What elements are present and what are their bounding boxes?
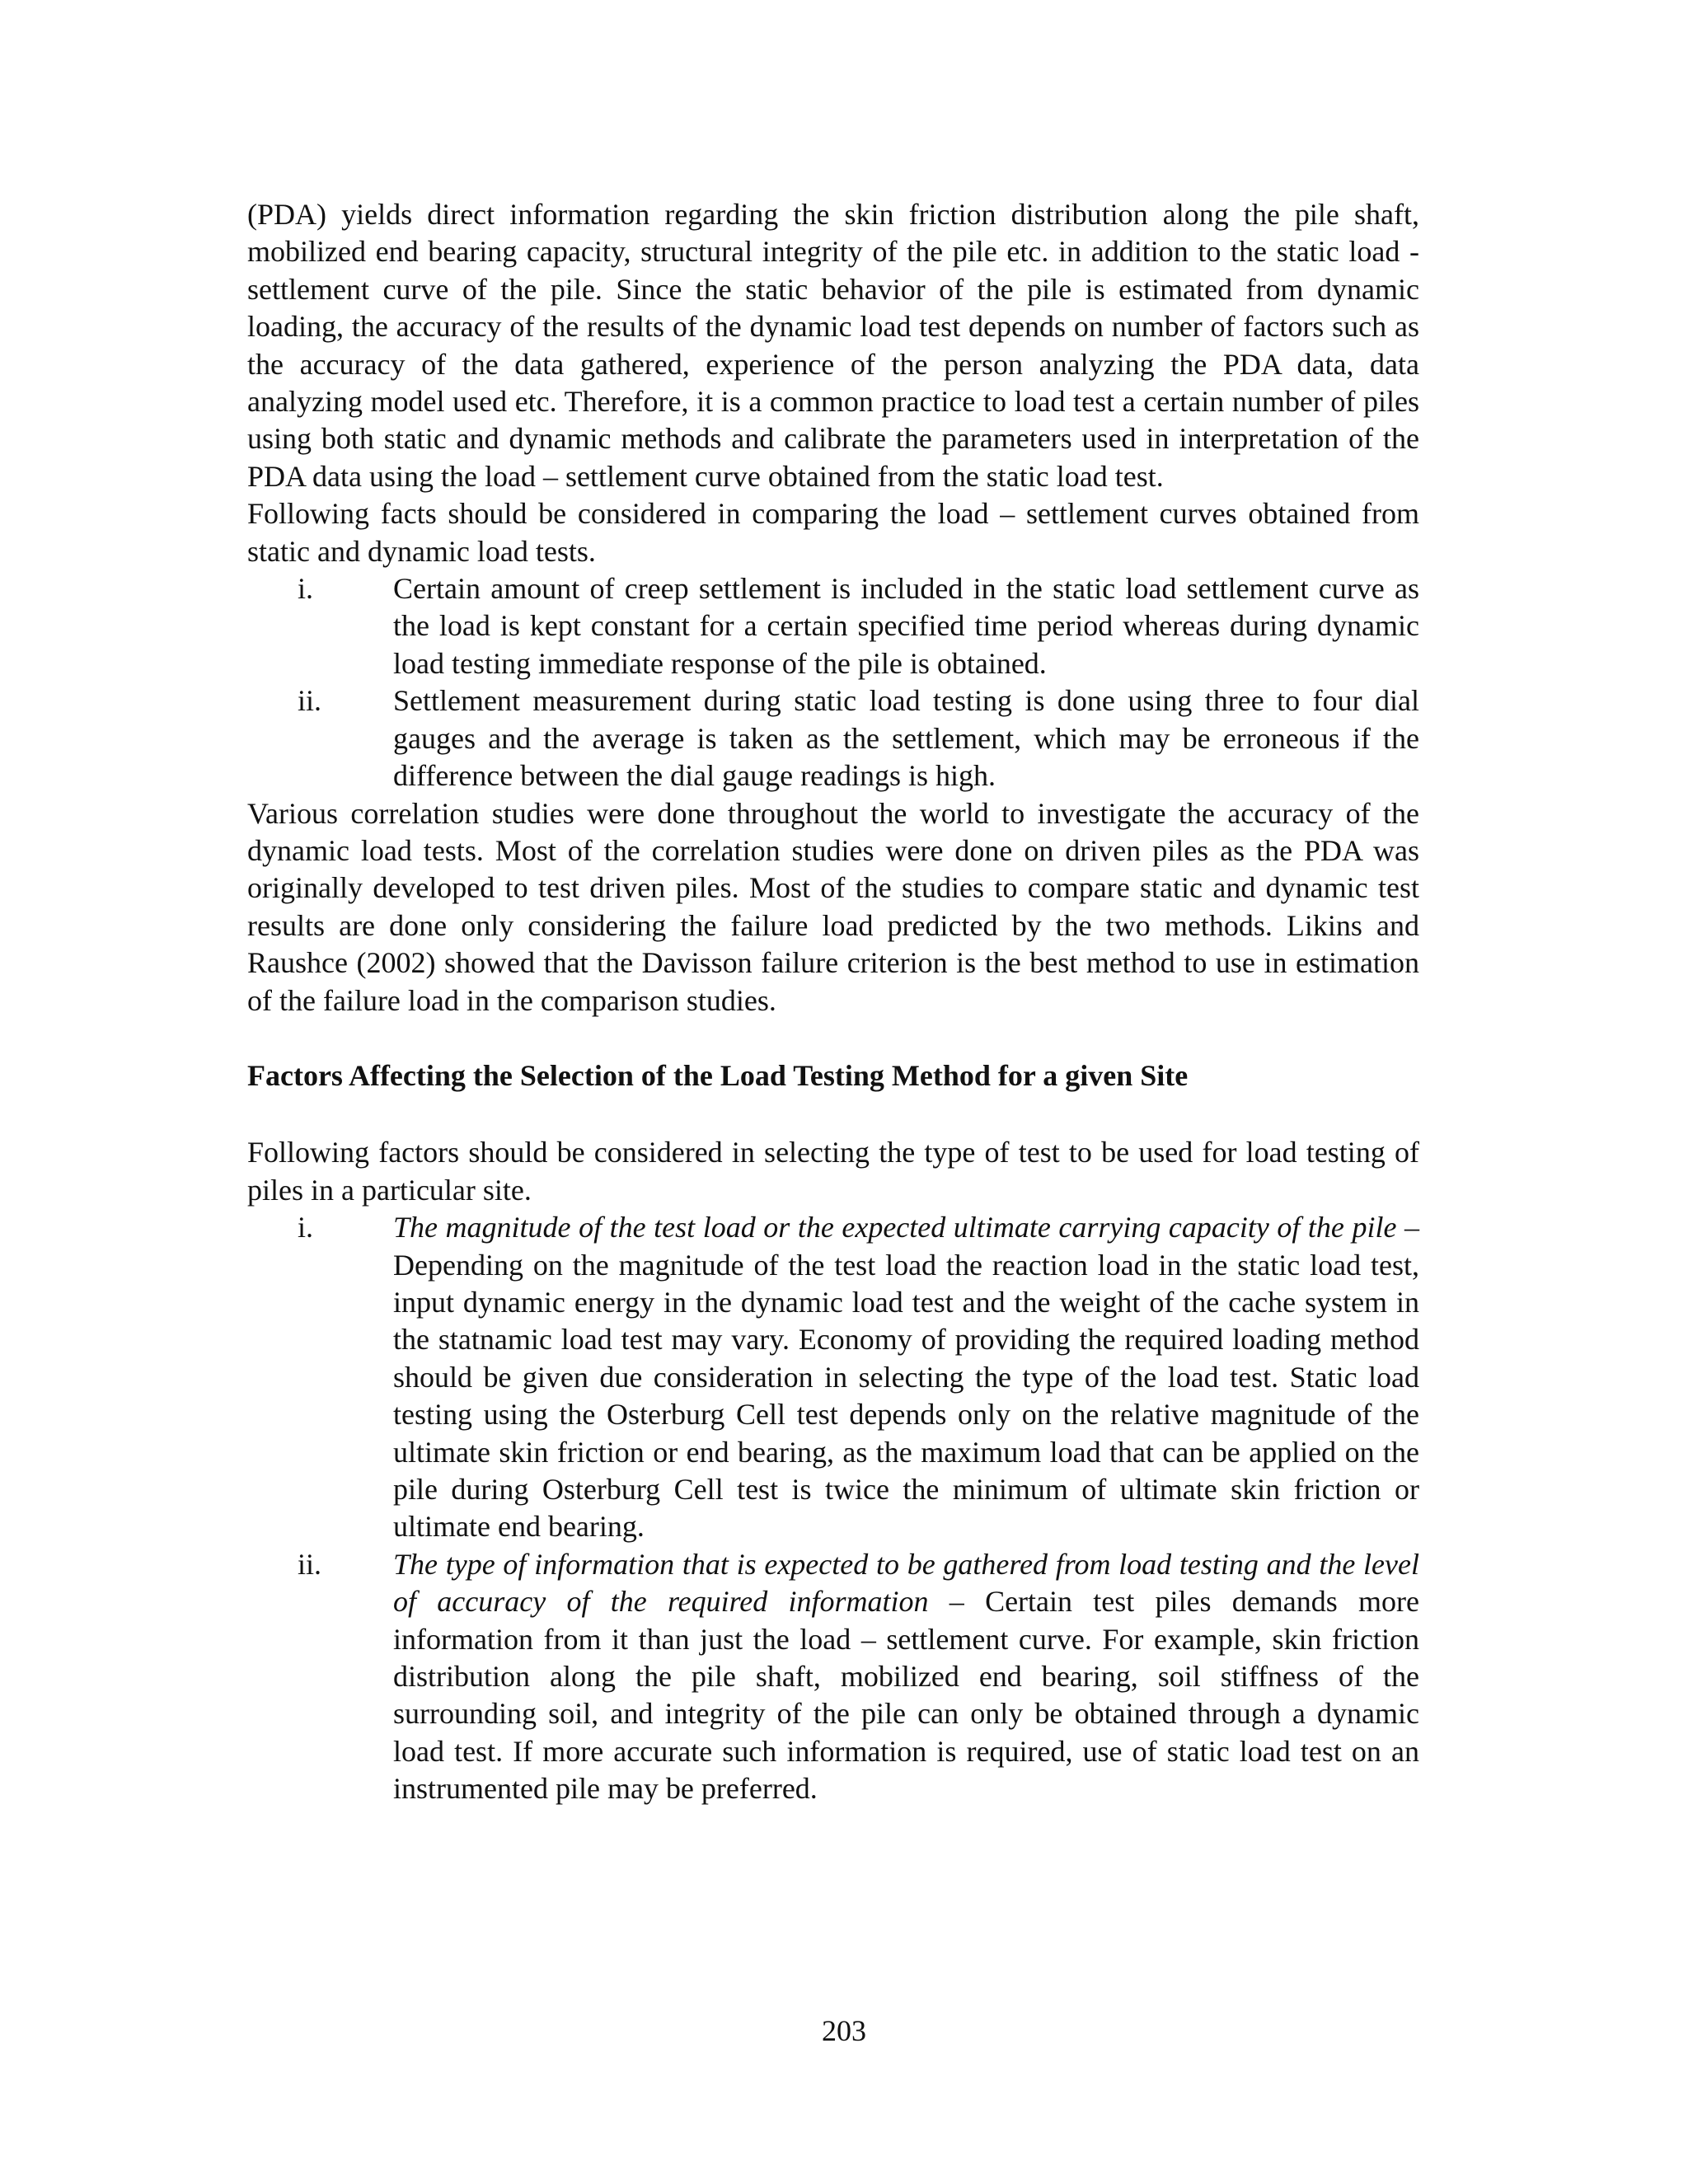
list-item-number: i.: [298, 572, 314, 606]
list-item-text: Certain amount of creep settlement is included in the static load settlement curve as the load is kept constant for a certain specified time period whereas during dynamic load testing immediate response of the pile is obtained.: [393, 572, 1419, 680]
list-item-number: i.: [298, 1211, 314, 1244]
facts-list: [247, 570, 1419, 794]
list-item: [247, 570, 1419, 682]
paragraph-comparison-facts: Following facts should be considered in comparing the load – settlement curves obtained from static and dynamic load tests.: [247, 497, 1419, 568]
factors-list: [247, 1209, 1419, 1808]
list-item-text: [393, 1209, 1419, 1546]
paragraph-selection-factors: Following factors should be considered in selecting the type of test to be used for load testing of piles in a particular site.: [247, 1136, 1419, 1207]
list-item-number: ii.: [298, 1547, 322, 1581]
list-item-text: Settlement measurement during static load testing is done using three to four dial gauges and the average is taken as the settlement, which may be erroneous if the difference between the dial gauge readings is high.: [393, 684, 1419, 793]
list-item-body: – Depending on the magnitude of the test load the reaction load in the static load test, input dynamic energy in the dynamic load test and the weight of the cache system in the statnamic load test may vary. Economy of providing the required loading method should be given due consideration in selecting the type of the load test. Static load testing using the Osterburg Cell test depends only on the relative magnitude of the ultimate skin friction or end bearing, as the maximum load that can be applied on the pile during Osterburg Cell test is twice the minimum of ultimate skin friction or ultimate end bearing.: [393, 1211, 1420, 1544]
list-item-italic-lead: The magnitude of the test load or the expected ultimate carrying capacity of the pile: [393, 1211, 1397, 1244]
list-item-number: ii.: [298, 684, 322, 718]
list-item: [247, 1546, 1419, 1808]
section-heading: Factors Affecting the Selection of the Load Testing Method for a given Site: [247, 1058, 1189, 1092]
list-item: [247, 682, 1419, 794]
page-number: 203: [822, 2014, 866, 2047]
list-item-text: [393, 1546, 1419, 1808]
list-item: [247, 1209, 1419, 1546]
page-body: [247, 196, 1419, 1808]
paragraph-pda-intro: (PDA) yields direct information regarding the skin friction distribution along the pile shaft, mobilized end bearing capacity, structural integrity of the pile etc. in addition to the static load - settlement curve of the pile. Since the static behavior of the pile is estimated from dynamic loading, the accuracy of the results of the dynamic load test depends on number of factors such as the accuracy of the data gathered, experience of the person analyzing the PDA data, data analyzing model used etc. Therefore, it is a common practice to load test a certain number of piles using both static and dynamic methods and calibrate the parameters used in interpretation of the PDA data using the load – settlement curve obtained from the static load test.: [247, 198, 1419, 493]
paragraph-correlation-studies: Various correlation studies were done throughout the world to investigate the accuracy of the dynamic load tests. Most of the correlation studies were done on driven piles as the PDA was originally developed to test driven piles. Most of the studies to compare static and dynamic test results are done only considering the failure load predicted by the two methods. Likins and Raushce (2002) showed that the Davisson failure criterion is the best method to use in estimation of the failure load in the comparison studies.: [247, 796, 1419, 1017]
list-item-body: – Certain test piles demands more information from it than just the load – settlement curve. For example, skin friction distribution along the pile shaft, mobilized end bearing, soil stiffness of the surrounding soil, and integrity of the pile can only be obtained through a dynamic load test. If more accurate such information is required, use of static load test on an instrumented pile may be preferred.: [393, 1585, 1419, 1806]
list-item-italic-lead: The type of information that is expected to be gathered from load testing and the level of accuracy of the required information: [393, 1547, 1419, 1619]
